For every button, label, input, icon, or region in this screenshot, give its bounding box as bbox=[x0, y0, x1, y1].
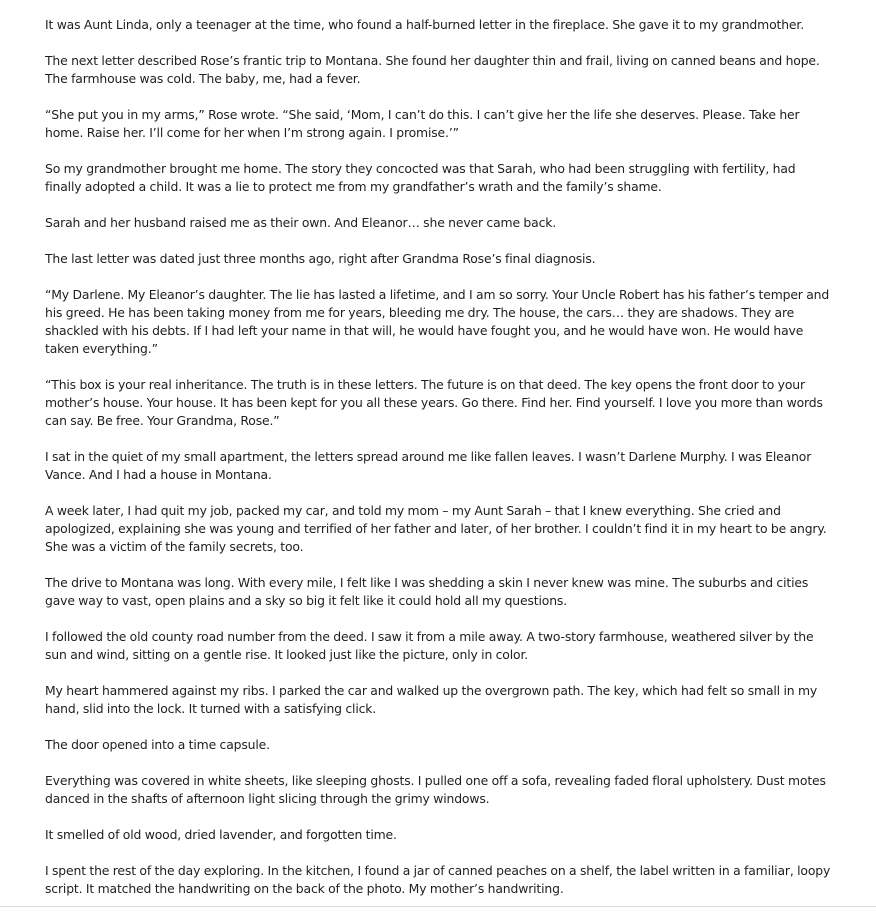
paragraph: I followed the old county road number from the deed. I saw it from a mile away. A two-story farmhouse, weathered silver by the sun and wind, sitting on a gentle rise. It looked just like the picture, only in color. bbox=[45, 629, 814, 662]
paragraph: “She put you in my arms,” Rose wrote. “She said, ‘Mom, I can’t do this. I can’t give her the life she deserves. Please. Take her home. Raise her. I’ll come for her when I’m strong again. I promise.’” bbox=[45, 107, 800, 140]
paragraph: Sarah and her husband raised me as their own. And Eleanor… she never came back. bbox=[45, 215, 557, 230]
paragraph: Everything was covered in white sheets, like sleeping ghosts. I pulled one off a sofa, revealing faded floral upholstery. Dust motes danced in the shafts of afternoon light slicing through the grimy windows. bbox=[45, 773, 826, 806]
paragraph: I sat in the quiet of my small apartment, the letters spread around me like fallen leaves. I wasn’t Darlene Murphy. I was Eleanor Vance. And I had a house in Montana. bbox=[45, 449, 812, 482]
paragraph: A week later, I had quit my job, packed my car, and told my mom – my Aunt Sarah – that I knew everything. She cried and apologized, explaining she was young and terrified of her father and later, of her brother. I couldn’t find it in my heart to be angry. She was a victim of the family secrets, too. bbox=[45, 503, 827, 554]
paragraph: The drive to Montana was long. With every mile, I felt like I was shedding a skin I never knew was mine. The suburbs and cities gave way to vast, open plains and a sky so big it felt like it could hold all my questions. bbox=[45, 575, 809, 608]
paragraph: “This box is your real inheritance. The truth is in these letters. The future is on that deed. The key opens the front door to your mother’s house. Your house. It has been kept for you all these years. Go there. Find her. Find yourself. I love you more than words can say. Be free. Your Grandma, Rose.” bbox=[45, 377, 823, 428]
paragraph: “My Darlene. My Eleanor’s daughter. The lie has lasted a lifetime, and I am so sorry. Your Uncle Robert has his father’s temper and his greed. He has been taking money from me for years, bleeding me dry. The house, the cars… they are shadows. They are shackled with his debts. If I had left your name in that will, he would have fought you, and he would have won. He would have taken everything.” bbox=[45, 287, 830, 356]
paragraph: My heart hammered against my ribs. I parked the car and walked up the overgrown path. The key, which had felt so small in my hand, slid into the lock. It turned with a satisfying click. bbox=[45, 683, 818, 716]
bottom-divider bbox=[0, 906, 876, 907]
paragraph: The door opened into a time capsule. bbox=[45, 737, 270, 752]
paragraph: I spent the rest of the day exploring. In the kitchen, I found a jar of canned peaches on a shelf, the label written in a familiar, loopy script. It matched the handwriting on the back of the photo. My mother’s handwriting. bbox=[45, 863, 831, 896]
paragraph: It was Aunt Linda, only a teenager at the time, who found a half-burned letter in the fireplace. She gave it to my grandmother. bbox=[45, 17, 804, 32]
article-body bbox=[45, 16, 835, 916]
paragraph: So my grandmother brought me home. The story they concocted was that Sarah, who had been struggling with fertility, had finally adopted a child. It was a lie to protect me from my grandfather’s wrath and the family’s shame. bbox=[45, 161, 796, 194]
paragraph: The next letter described Rose’s frantic trip to Montana. She found her daughter thin and frail, living on canned beans and hope. The farmhouse was cold. The baby, me, had a fever. bbox=[45, 53, 820, 86]
paragraph: It smelled of old wood, dried lavender, and forgotten time. bbox=[45, 827, 397, 842]
paragraph: The last letter was dated just three months ago, right after Grandma Rose’s final diagnosis. bbox=[45, 251, 596, 266]
